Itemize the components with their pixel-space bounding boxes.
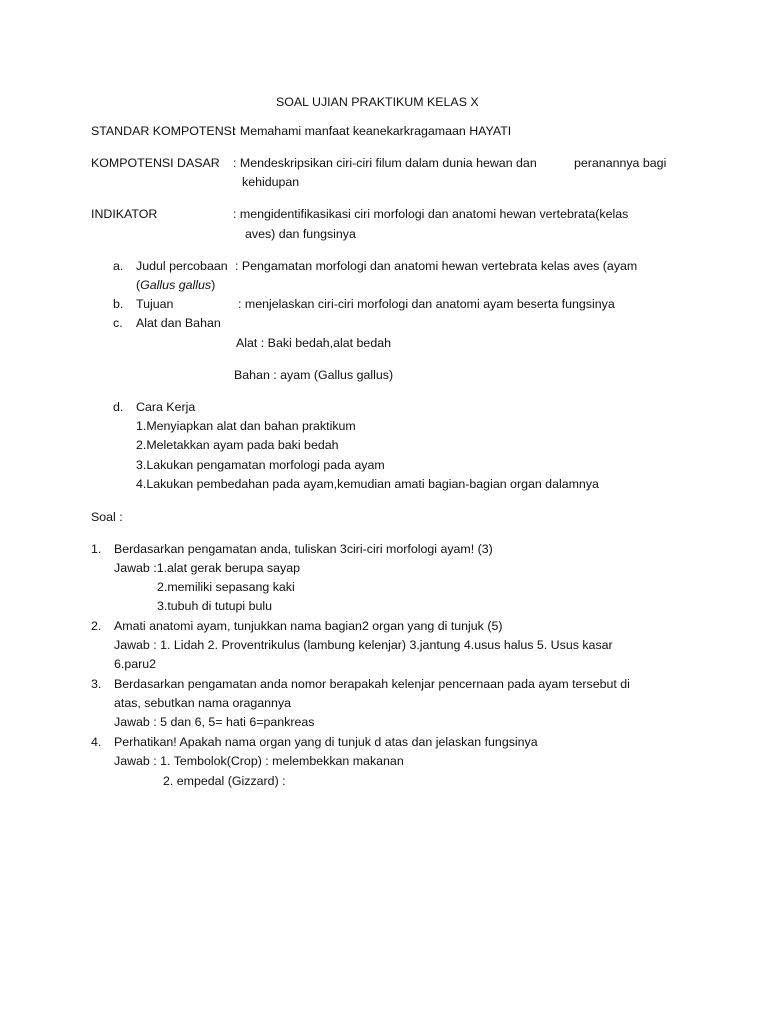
cara-kerja-step: 3.Lakukan pengamatan morfologi pada ayam	[136, 458, 385, 472]
paren-open: (	[136, 278, 141, 292]
indikator-text-1: : mengidentifikasikasi ciri morfologi dan anatomi hewan vertebrata(kelas	[233, 207, 629, 221]
q3-text-2: atas, sebutkan nama oragannya	[114, 696, 292, 710]
species-name: Gallus gallus	[140, 278, 212, 292]
q2-number: 2.	[91, 619, 102, 633]
soal-heading: Soal :	[91, 510, 123, 524]
section-a-text: : Pengamatan morfologi dan anatomi hewan vertebrata kelas aves (ayam	[235, 259, 638, 273]
q4-number: 4.	[91, 735, 102, 749]
q1-text: Berdasarkan pengamatan anda, tuliskan 3ciri-ciri morfologi ayam! (3)	[114, 542, 493, 556]
cara-kerja-step: 4.Lakukan pembedahan pada ayam,kemudian amati bagian-bagian organ dalamnya	[136, 477, 599, 491]
cara-kerja-step: 2.Meletakkan ayam pada baki bedah	[136, 438, 339, 452]
page-title: SOAL UJIAN PRAKTIKUM KELAS X	[276, 95, 479, 109]
section-b-marker: b.	[113, 297, 124, 311]
q3-answer: Jawab : 5 dan 6, 5= hati 6=pankreas	[114, 715, 315, 729]
q3-number: 3.	[91, 677, 102, 691]
indikator-text-2: aves) dan fungsinya	[245, 227, 356, 241]
section-d-marker: d.	[113, 400, 124, 414]
q3-text-1: Berdasarkan pengamatan anda nomor berapakah kelenjar pencernaan pada ayam tersebut di	[114, 677, 630, 691]
kompetensi-dasar-text-2: kehidupan	[242, 175, 300, 189]
section-c-label: Alat dan Bahan	[136, 316, 221, 330]
section-a-species	[136, 277, 215, 293]
section-d-label: Cara Kerja	[136, 400, 196, 414]
q1-answer-2: 2.memiliki sepasang kaki	[157, 580, 295, 594]
q2-answer-2: 6.paru2	[114, 657, 157, 671]
q4-answer-2: 2. empedal (Gizzard) :	[163, 774, 286, 788]
q1-answer-3: 3.tubuh di tutupi bulu	[157, 599, 273, 613]
paren-close: )	[211, 278, 216, 292]
bahan-line: Bahan : ayam (Gallus gallus)	[234, 368, 394, 382]
q2-answer-1: Jawab : 1. Lidah 2. Proventrikulus (lambung kelenjar) 3.jantung 4.usus halus 5. Usus kasar	[114, 638, 613, 652]
section-c-marker: c.	[113, 316, 123, 330]
section-a-label: Judul percobaan	[136, 259, 228, 273]
q2-text: Amati anatomi ayam, tunjukkan nama bagian2 organ yang di tunjuk (5)	[114, 619, 503, 633]
q4-text: Perhatikan! Apakah nama organ yang di tunjuk d atas dan jelaskan fungsinya	[114, 735, 538, 749]
cara-kerja-step: 1.Menyiapkan alat dan bahan praktikum	[136, 419, 356, 433]
indikator-label: INDIKATOR	[91, 207, 158, 221]
kompetensi-dasar-text-1b: peranannya bagi	[574, 156, 667, 170]
kompetensi-dasar-label: KOMPOTENSI DASAR	[91, 156, 220, 170]
q4-answer-1: Jawab : 1. Tembolok(Crop) : melembekkan makanan	[114, 754, 404, 768]
standar-kompetensi-text: : Memahami manfaat keanekarkragamaan HAYATI	[233, 124, 512, 138]
alat-line: Alat : Baki bedah,alat bedah	[236, 336, 391, 350]
section-b-label: Tujuan	[136, 297, 174, 311]
standar-kompetensi-label: STANDAR KOMPOTENSI	[91, 124, 236, 138]
q1-number: 1.	[91, 542, 102, 556]
section-b-text: : menjelaskan ciri-ciri morfologi dan anatomi ayam beserta fungsinya	[238, 297, 615, 311]
kompetensi-dasar-text-1: : Mendeskripsikan ciri-ciri filum dalam dunia hewan dan	[233, 156, 537, 170]
section-a-marker: a.	[113, 259, 124, 273]
q1-answer-1: Jawab :1.alat gerak berupa sayap	[114, 561, 300, 575]
